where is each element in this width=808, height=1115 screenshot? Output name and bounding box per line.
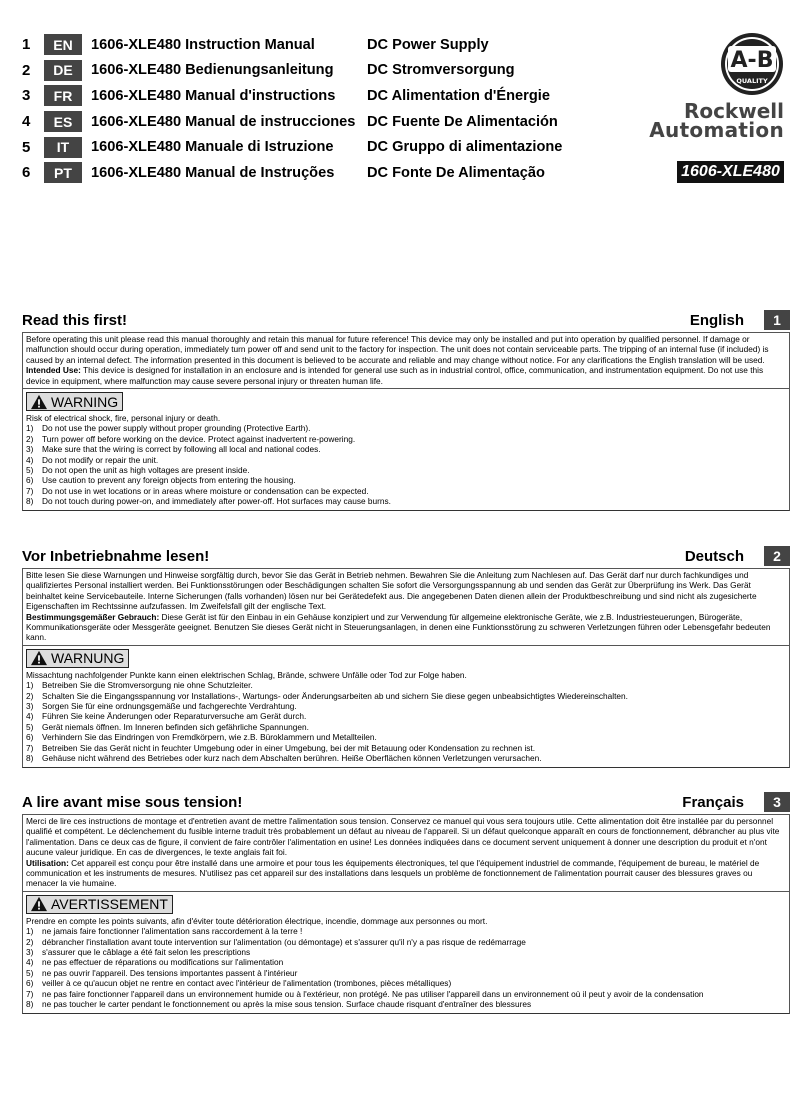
warning-item-text: Gehäuse nicht während des Betriebes oder kurz nach dem Abschalten berühren. Heiße Oberflächen können Verletzungen verursachen.	[42, 753, 542, 764]
warning-item-text: Sorgen Sie für eine ordnungsgemäße und fachgerechte Verdrahtung.	[42, 701, 297, 712]
warning-item: 1) ne jamais faire fonctionner l'alimentation sans raccordement à la terre !	[26, 926, 303, 937]
warning-item-text: ne pas toucher le carter pendant le fonctionnement ou après la mise sous tension. Surface chaude risquant d'entraîner des blessures	[42, 999, 532, 1010]
intro-block	[23, 815, 789, 892]
intro-text: Before operating this unit please read this manual thoroughly and retain this manual for future reference! This device may only be installed and put into operation by qualified personnel. If damage or malfunction should occur during operation, immediately turn power off and send unit to the factory for inspection. The unit does not contain serviceable parts. The tripping of an internal fuse (if included) is caused by an internal defect. The information presented in this document is believed to be accurate and reliable and may change without notice. For any clarifications the English translation will be used.	[26, 334, 769, 365]
intended-use	[26, 858, 786, 889]
warning-item: 3) Make sure that the wiring is correct by following all local and national codes.	[26, 444, 321, 455]
language-row-es	[22, 109, 622, 135]
warning-item-text: Do not open the unit as high voltages are present inside.	[42, 465, 250, 476]
warning-item-text: Do not modify or repair the unit.	[42, 454, 159, 465]
intro-text: Merci de lire ces instructions de montage et d'entretien avant de mettre l'alimentation sous tension. Conservez ce manuel qui vous sera toujours utile. Cette alimentation doit être installée par du personnel qualifié et compétent. Le déclenchement du fusible interne traduit très probablement un défaut au niveau de l'appareil. Si un défaut quelconque apparaît en cours de fonctionnement, débrancher au plus vite l'alimentation. Dans ce deux cas de figure, il convient de faire contrôler l'alimentation en usine! Les données indiquées dans ce document servent uniquement à donner une description du produit et n'ont aucune valeur juridique. En cas de divergences, le texte anglais fait foi.	[26, 816, 780, 858]
section-number-badge: 1	[764, 310, 790, 330]
warning-triangle-icon	[30, 394, 48, 410]
section-header	[22, 794, 790, 814]
section-body	[22, 332, 790, 511]
language-code-badge: IT	[44, 137, 82, 158]
language-number: 2	[22, 61, 31, 79]
warning-item-text: s'assurer que le câblage a été fait selon les prescriptions	[42, 947, 251, 958]
section-number-badge: 3	[764, 792, 790, 812]
warning-list	[26, 926, 786, 1009]
warning-item-text: Do not use in wet locations or in areas where moisture or condensation can be expected.	[42, 485, 369, 496]
warning-item: 5) Gerät niemals öffnen. Im Inneren befinden sich gefährliche Spannungen.	[26, 721, 309, 732]
warning-item: 8) Gehäuse nicht während des Betriebes oder kurz nach dem Abschalten berühren. Heiße Oberflächen können Verletzungen verursachen.	[26, 753, 542, 764]
section-language: Français	[682, 794, 744, 811]
rockwell-automation-logo	[649, 99, 784, 142]
warning-item: 2) Turn power off before working on the device. Protect against inadvertent re-powering.	[26, 433, 356, 444]
product-description: DC Power Supply	[367, 36, 489, 53]
section-francais	[22, 794, 790, 1014]
warning-item-text: ne jamais faire fonctionner l'alimentation sans raccordement à la terre !	[42, 926, 303, 937]
warning-item: 7) Betreiben Sie das Gerät nicht in feuchter Umgebung oder in einer Umgebung, bei der mit Betauung oder Kondensation zu rechnen ist.	[26, 742, 536, 753]
warning-badge	[26, 392, 123, 411]
warning-intro: Prendre en compte les points suivants, afin d'éviter toute détérioration électrique, incendie, dommage aux personnes ou mort.	[26, 915, 488, 926]
intended-use-label: Bestimmungsgemäßer Gebrauch:	[26, 611, 160, 622]
brand-automation: Automation	[649, 118, 784, 142]
warning-item: 1) Do not use the power supply without proper grounding (Protective Earth).	[26, 423, 311, 434]
warning-item: 5) ne pas ouvrir l'appareil. Des tensions importantes passent à l'intérieur	[26, 967, 298, 978]
intro-block	[23, 333, 789, 389]
warning-item: 6) Use caution to prevent any foreign objects from entering the housing.	[26, 475, 296, 486]
language-code-badge: FR	[44, 85, 82, 106]
warning-item-text: Make sure that the wiring is correct by following all local and national codes.	[42, 444, 321, 455]
warning-item-text: ne pas ouvrir l'appareil. Des tensions importantes passent à l'intérieur	[42, 967, 298, 978]
section-english	[22, 312, 790, 511]
warning-item: 4) Do not modify or repair the unit.	[26, 454, 159, 465]
warning-item-text: Use caution to prevent any foreign objects from entering the housing.	[42, 475, 296, 486]
warning-triangle-icon	[30, 896, 48, 912]
product-description: DC Gruppo di alimentazione	[367, 139, 563, 156]
language-number: 5	[22, 138, 31, 156]
warning-block	[23, 389, 789, 510]
language-number: 4	[22, 113, 31, 131]
warning-item: 6) Verhindern Sie das Eindringen von Fremdkörpern, wie z.B. Büroklammern und Metallteilen.	[26, 732, 377, 743]
warning-triangle-icon	[30, 650, 48, 666]
language-row-it	[22, 134, 622, 160]
language-table	[22, 32, 622, 186]
logo-quality-text: QUALITY	[736, 77, 768, 85]
intended-use	[26, 365, 786, 386]
language-code-badge: EN	[44, 34, 82, 55]
intended-use-label: Utilisation:	[26, 857, 69, 868]
warning-label: WARNING	[51, 393, 119, 410]
warning-item-text: débrancher l'installation avant toute intervention sur l'alimentation (ou démontage) et s'assurer qu'il n'y a pas risque de redémarrage	[42, 936, 526, 947]
warning-item-text: ne pas faire fonctionner l'appareil dans un environnement humide ou à l'extérieur, non protégé. Ne pas utiliser l'appareil dans un environnement où il peut y avoir de la condensation	[42, 988, 704, 999]
warning-item: 4) Führen Sie keine Änderungen oder Reparaturversuche am Gerät durch.	[26, 711, 307, 722]
warning-item: 7) ne pas faire fonctionner l'appareil dans un environnement humide ou à l'extérieur, non protégé. Ne pas utiliser l'appareil dans un environnement où il peut y avoir de la condensation	[26, 988, 704, 999]
warning-block	[23, 646, 789, 767]
manual-title: 1606-XLE480 Instruction Manual	[91, 36, 315, 53]
manual-title: 1606-XLE480 Manual de instrucciones	[91, 113, 356, 130]
warning-item-text: veiller à ce qu'aucun objet ne rentre en contact avec l'intérieur de l'alimentation (trombones, pièces métalliques)	[42, 978, 452, 989]
allen-bradley-logo	[720, 32, 784, 96]
language-code-badge: ES	[44, 111, 82, 132]
warning-item: 4) ne pas effectuer de réparations ou modifications sur l'alimentation	[26, 957, 284, 968]
warning-item: 8) ne pas toucher le carter pendant le fonctionnement ou après la mise sous tension. Surface chaude risquant d'entraîner des blessures	[26, 999, 532, 1010]
logo-ab-text: A-B	[730, 48, 774, 73]
warning-intro: Missachtung nachfolgender Punkte kann einen elektrischen Schlag, Brände, schwere Unfälle oder Tod zur Folge haben.	[26, 669, 467, 680]
product-description: DC Fonte De Alimentação	[367, 164, 545, 181]
warning-item: 7) Do not use in wet locations or in areas where moisture or condensation can be expected.	[26, 485, 369, 496]
warning-item-text: Turn power off before working on the device. Protect against inadvertent re-powering.	[42, 433, 356, 444]
language-number: 3	[22, 87, 31, 105]
model-badge: 1606-XLE480	[677, 161, 784, 183]
warning-label: AVERTISSEMENT	[51, 896, 168, 913]
warning-item-text: Schalten Sie die Eingangsspannung vor Installations-, Wartungs- oder Änderungsarbeiten ab und sichern Sie diese gegen unbeabsichtigtes Wiedereinschalten.	[42, 690, 628, 701]
warning-item-text: Verhindern Sie das Eindringen von Fremdkörpern, wie z.B. Büroklammern und Metallteilen.	[42, 732, 377, 743]
section-language: Deutsch	[684, 548, 744, 565]
language-code-badge: PT	[44, 162, 82, 183]
manual-title: 1606-XLE480 Manual d'instructions	[91, 87, 336, 104]
warning-item-text: Führen Sie keine Änderungen oder Reparaturversuche am Gerät durch.	[42, 711, 307, 722]
warning-item: 3) s'assurer que le câblage a été fait selon les prescriptions	[26, 947, 251, 958]
warning-item-text: Betreiben Sie die Stromversorgung nie ohne Schutzleiter.	[42, 680, 253, 691]
manual-title: 1606-XLE480 Bedienungsanleitung	[91, 62, 334, 79]
section-number-badge: 2	[764, 546, 790, 566]
warning-item: 5) Do not open the unit as high voltages are present inside.	[26, 465, 250, 476]
warning-item: 1) Betreiben Sie die Stromversorgung nie ohne Schutzleiter.	[26, 680, 253, 691]
warning-list	[26, 423, 786, 506]
warning-label: WARNUNG	[51, 650, 125, 667]
warning-item-text: Gerät niemals öffnen. Im Inneren befinden sich gefährliche Spannungen.	[42, 721, 309, 732]
warning-list	[26, 680, 786, 763]
intro-block	[23, 569, 789, 646]
intended-use-text: This device is designed for installation in an enclosure and is intended for general use such as in industrial control, office, communication, and instrumentation equipment. Do not use this device in equipment, where malfunction may cause severe personal injury or threaten human life.	[26, 365, 764, 386]
warning-intro: Risk of electrical shock, fire, personal injury or death.	[26, 413, 221, 424]
language-number: 6	[22, 164, 31, 182]
intended-use-label: Intended Use:	[26, 365, 81, 376]
section-title: A lire avant mise sous tension!	[22, 794, 243, 811]
warning-item-text: Do not touch during power-on, and immediately after power-off. Hot surfaces may cause burns.	[42, 496, 391, 507]
manual-title: 1606-XLE480 Manual de Instruções	[91, 164, 335, 181]
intended-use-text: Cet appareil est conçu pour être installé dans une armoire et pour tous les équipements électroniques, tel que l'équipement industriel de commande, l'équipement de bureau, le matériel de communication et les instruments de mesures. N'utilisez pas cet appareil sur des installations dans lesquels un problème de fonctionnement de l'alimentation pourrait causer des blessures graves ou menacer la vie humaine.	[26, 857, 760, 889]
warning-badge	[26, 895, 173, 914]
section-title: Read this first!	[22, 312, 128, 329]
section-header	[22, 548, 790, 568]
product-description: DC Stromversorgung	[367, 62, 515, 79]
section-body	[22, 568, 790, 768]
warning-item-text: Betreiben Sie das Gerät nicht in feuchter Umgebung oder in einer Umgebung, bei der mit Betauung oder Kondensation zu rechnen ist.	[42, 742, 536, 753]
warning-item: 8) Do not touch during power-on, and immediately after power-off. Hot surfaces may cause burns.	[26, 496, 391, 507]
product-description: DC Fuente De Alimentación	[367, 113, 558, 130]
section-deutsch	[22, 548, 790, 768]
language-number: 1	[22, 36, 31, 54]
warning-item: 2) Schalten Sie die Eingangsspannung vor Installations-, Wartungs- oder Änderungsarbeiten ab und sichern Sie diese gegen unbeabsichtigtes Wiedereinschalten.	[26, 690, 628, 701]
manual-title: 1606-XLE480 Manuale di Istruzione	[91, 139, 334, 156]
warning-item: 3) Sorgen Sie für eine ordnungsgemäße und fachgerechte Verdrahtung.	[26, 701, 297, 712]
section-language: English	[689, 312, 744, 329]
intro-text: Bitte lesen Sie diese Warnungen und Hinweise sorgfältig durch, bevor Sie das Gerät in Betrieb nehmen. Bewahren Sie die Anleitung zum Nachlesen auf. Das Gerät darf nur durch fachkundiges und qualifiziertes Personal installiert werden. Bei Funktionsstörungen oder Beschädigungen schalten Sie sofort die Versorgungsspannung ab und senden das Gerät zur Überprüfung ins Werk. Das Gerät beinhaltet keine Servicebauteile. Interne Sicherungen (falls vorhanden) lösen nur bei Gerätedefekt aus. Die angegebenen Daten dienen allein der Produktbeschreibung und sind nicht als zugesicherte Eigenschaften im Rechtssinne aufzufassen. Im Zweifelsfall gilt der englische Text.	[26, 570, 757, 612]
section-header	[22, 312, 790, 332]
language-row-de	[22, 58, 622, 84]
intended-use	[26, 612, 786, 643]
language-row-en	[22, 32, 622, 58]
warning-block	[23, 892, 789, 1013]
intended-use-text: Diese Gerät ist für den Einbau in ein Gehäuse konzipiert und zur Verwendung für allgemeine elektronische Geräte, wie z.B. Industriesteuerungen, Bürogeräte, Kommunikationsgeräte oder Messgeräte geeignet. Benutzen Sie dieses Gerät nicht in Steuerungsanlagen, in denen eine Funktionsstörung zu schweren Verletzungen führen oder Lebensgefahr bedeuten kann.	[26, 611, 771, 643]
section-title: Vor Inbetriebnahme lesen!	[22, 548, 210, 565]
warning-item-text: ne pas effectuer de réparations ou modifications sur l'alimentation	[42, 957, 284, 968]
warning-item: 6) veiller à ce qu'aucun objet ne rentre en contact avec l'intérieur de l'alimentation (trombones, pièces métalliques)	[26, 978, 452, 989]
product-description: DC Alimentation d'Énergie	[367, 87, 550, 104]
warning-item: 2) débrancher l'installation avant toute intervention sur l'alimentation (ou démontage) et s'assurer qu'il n'y a pas risque de redémarrage	[26, 936, 526, 947]
language-code-badge: DE	[44, 60, 82, 81]
language-row-fr	[22, 83, 622, 109]
language-row-pt	[22, 160, 622, 186]
warning-badge	[26, 649, 129, 668]
brand-rockwell: Rockwell	[683, 99, 784, 123]
section-body	[22, 814, 790, 1014]
warning-item-text: Do not use the power supply without proper grounding (Protective Earth).	[42, 423, 311, 434]
